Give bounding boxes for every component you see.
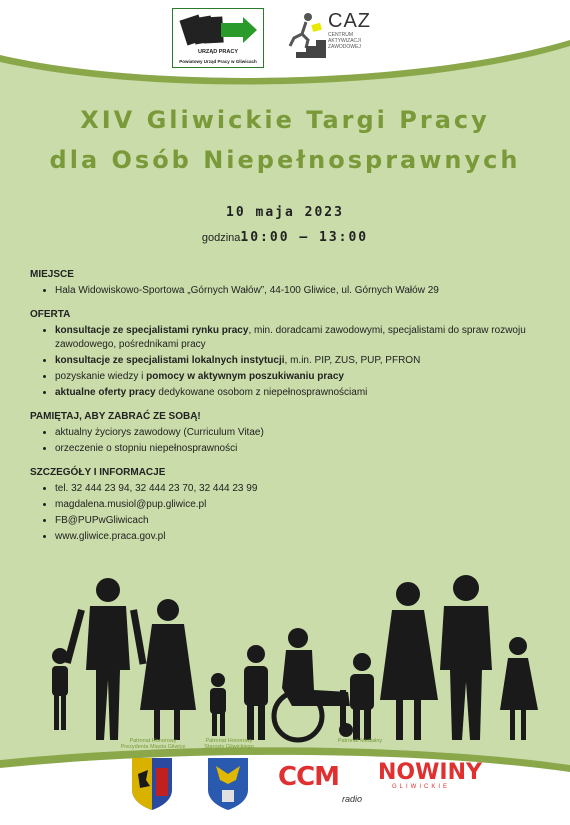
list-item: [55, 370, 550, 384]
pamietaj-list: [30, 426, 550, 456]
patron-1-line-2: Prezydenta Miasta Gliwice: [120, 744, 186, 750]
oferta-3-pre: pozyskanie wiedzy i: [55, 371, 147, 382]
patron-2-line-2: Starosty Gliwickiego: [204, 744, 254, 750]
caz-stairs-icon: [282, 10, 328, 60]
powiat-coat-of-arms-icon: [206, 756, 250, 812]
pup-logo-icon: [173, 9, 261, 53]
oferta-list: [30, 324, 550, 400]
patron-3-label: Patronat Medialny: [337, 738, 383, 744]
list-item: • orzeczenie o stopniu niepełnosprawności: [55, 442, 550, 456]
list-item: • Hala Widowiskowo-Sportowa „Górnych Wałów”, 44-100 Gliwice, ul. Górnych Wałów 29: [55, 284, 550, 298]
list-item: [55, 354, 550, 368]
caz-line-1: CENTRUM: [328, 32, 353, 38]
nowiny-gliwickie-label: GLIWICKIE: [392, 784, 451, 790]
ccm-radio-label: radio: [342, 794, 363, 804]
oferta-3-bold: pomocy w aktywnym poszukiwaniu pracy: [146, 371, 344, 382]
patron-1-label: [108, 738, 198, 750]
family-silhouettes: [30, 570, 570, 760]
miejsce-list: [30, 284, 550, 298]
facebook-item[interactable]: • FB@PUPwGliwicach: [55, 514, 550, 528]
event-date: 10 maja 2023: [226, 205, 344, 220]
oferta-4-bold: aktualne oferty pracy: [55, 387, 156, 398]
title-line-1: XIV Gliwickie Targi Pracy: [80, 106, 490, 134]
caz-logo-full: [328, 32, 361, 50]
pup-logo-name: URZĄD PRACY: [197, 49, 239, 55]
phone-item: • tel. 32 444 23 94, 32 444 23 70, 32 444 23 99: [55, 482, 550, 496]
info-content: [30, 268, 550, 554]
pup-logo: [172, 8, 264, 68]
figure-girl-right: [500, 637, 538, 740]
pup-logo-full: Powiatowy Urząd Pracy w Gliwicach: [179, 59, 257, 64]
figure-child-small: [210, 673, 226, 736]
caz-line-2: AKTYWIZACJI: [328, 38, 362, 44]
figure-wheelchair: [274, 628, 353, 740]
ccm-logo: CCM: [278, 762, 340, 792]
szczegoly-list: [30, 482, 550, 544]
oferta-2-rest: , m.in. PIP, ZUS, PUP, PFRON: [284, 355, 421, 366]
list-item: [55, 386, 550, 400]
heading-miejsce: MIEJSCE: [30, 269, 74, 280]
figure-man-right: [440, 575, 492, 740]
heading-szczegoly: SZCZEGÓŁY I INFORMACJE: [30, 467, 166, 478]
oferta-1-rest: , min. doradcami zawodowymi, specjalistami do spraw rozwoju zawodowego, pośrednikami pracy: [55, 325, 526, 350]
patron-2-line-1: Patronat Honorowy: [205, 738, 253, 744]
nowiny-logo: NOWINY: [378, 760, 482, 785]
heading-pamietaj: PAMIĘTAJ, ABY ZABRAĆ ZE SOBĄ!: [30, 411, 201, 422]
patron-1-line-1: Patronat Honorowy: [129, 738, 177, 744]
list-item: • aktualny życiorys zawodowy (Curriculum Vitae): [55, 426, 550, 440]
oferta-2-bold: konsultacje ze specjalistami lokalnych instytucji: [55, 355, 285, 366]
caz-logo: [282, 10, 382, 68]
heading-oferta: OFERTA: [30, 309, 71, 320]
figure-child-right: [350, 653, 374, 740]
hours-label: godzina: [201, 232, 241, 244]
event-hours: [0, 230, 570, 245]
oferta-4-rest: dedykowane osobom z niepełnosprawnościami: [155, 387, 368, 398]
list-item: [55, 324, 550, 352]
caz-logo-short: CAZ: [328, 10, 371, 32]
gliwice-coat-of-arms-icon: [130, 756, 174, 812]
email-item[interactable]: • magdalena.musiol@pup.gliwice.pl: [55, 498, 550, 512]
hours-value: 10:00 – 13:00: [240, 230, 369, 245]
title-line-2: dla Osób Niepełnosprawnych: [49, 146, 521, 174]
figure-woman-right: [380, 582, 438, 740]
caz-line-3: ZAWODOWEJ: [328, 44, 361, 50]
website-item[interactable]: • www.gliwice.praca.gov.pl: [55, 530, 550, 544]
patron-2-label: [186, 738, 272, 750]
figure-child-middle: [244, 645, 268, 740]
oferta-1-bold: konsultacje ze specjalistami rynku pracy: [55, 325, 249, 336]
figure-woman-left: [140, 599, 196, 740]
figure-man-left: [64, 578, 147, 740]
